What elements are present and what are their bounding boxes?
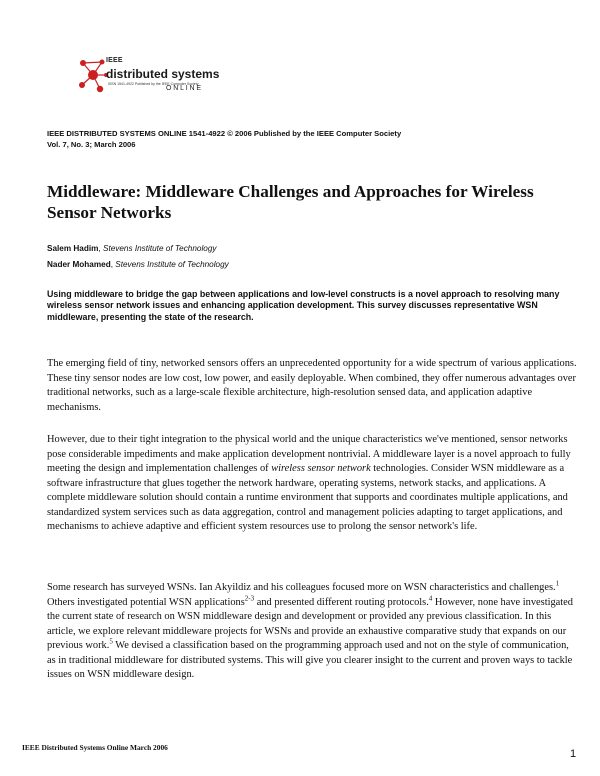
- author-affiliation: Stevens Institute of Technology: [102, 244, 217, 253]
- ieee-dso-logo: [78, 55, 228, 105]
- body-paragraph-3: [47, 581, 577, 683]
- reference-marker[interactable]: 1: [555, 579, 560, 588]
- author-2: Nader Mohamed, Stevens Institute of Technology: [47, 260, 229, 269]
- author-name: Salem Hadim: [47, 244, 99, 253]
- logo-main-text: distributed systems: [106, 67, 220, 81]
- publication-header: IEEE DISTRIBUTED SYSTEMS ONLINE 1541-4922 © 2006 Published by the IEEE Computer Society: [47, 129, 402, 138]
- paragraph-text: However, due to their tight integration to the physical world and the unique characteristics we've mentioned, sensor networks pose considerable impediments and make application development nontrivial. A middleware layer is a novel approach to fully meeting the design and implementation challenges of: [47, 434, 571, 474]
- logo-online-text: ONLINE: [166, 85, 203, 92]
- paragraph-text: Some research has surveyed WSNs. Ian Akyildiz and his colleagues focused more on WSN characteristics and challenges.: [47, 582, 556, 593]
- article-title: Middleware: Middleware Challenges and Approaches for Wireless Sensor Networks: [47, 182, 534, 222]
- reference-marker[interactable]: 4: [428, 594, 433, 603]
- logo-ieee-text: IEEE: [106, 57, 123, 64]
- paragraph-text: Others investigated potential WSN applications: [47, 596, 245, 608]
- author-1: Salem Hadim, Stevens Institute of Technology: [47, 244, 217, 253]
- author-affiliation: Stevens Institute of Technology: [115, 260, 229, 269]
- abstract: Using middleware to bridge the gap between applications and low-level constructs is a novel approach to resolving many wireless sensor network issues and enhancing application development. This survey discusses representative WSN middleware, presenting the state of the research.: [47, 289, 560, 322]
- paragraph-text: and presented different routing protocols.: [254, 596, 429, 608]
- paragraph-text: We devised a classification based on the programming approach used and not on the style of communication, as in traditional middleware for distributed systems. This will give you clearer insight to the current and proven ways to tackle issues on WSN middleware design.: [47, 640, 573, 680]
- paragraph-text: technologies. Consider WSN middleware as a software infrastructure that glues together the network hardware, operating systems, network stacks, and applications. A complete middleware solution should contain a runtime environment that supports and coordinates multiple applications, and standardized system services such as data aggregation, control and management policies adapting to target applications, and mechanisms to achieve adaptive and efficient system resources use to prolong the sensor network's life.: [47, 463, 568, 532]
- body-paragraph-1: The emerging field of tiny, networked sensors offers an unprecedented opportunity for a wide spectrum of various applications. These tiny sensor nodes are low cost, low power, and easily deployable. When combined, they offer numerous advantages over traditional networks, such as a large-scale flexible architecture, high-resolution sensed data, and application adaptive mechanisms.: [47, 358, 577, 413]
- author-name: Nader Mohamed: [47, 260, 111, 269]
- page-number: 1: [570, 748, 577, 760]
- reference-marker[interactable]: 5: [109, 637, 113, 646]
- paragraph-text: However, none have investigated the current state of research on WSN middleware design and development or provided any previous classification. In this article, we explore relevant middleware projects for WSNs and provide an exhaustive comparative study that expands on our previous work.: [47, 596, 573, 651]
- emphasized-term: wireless sensor network: [271, 463, 371, 474]
- network-nodes-icon: [78, 57, 108, 95]
- page-footer: IEEE Distributed Systems Online March 2006: [22, 743, 168, 752]
- body-paragraph-2: [47, 433, 577, 535]
- volume-info: Vol. 7, No. 3; March 2006: [47, 140, 136, 149]
- reference-marker[interactable]: 2-3: [244, 594, 255, 603]
- logo-tagline: ISSN 1541-4922 Published by the IEEE Computer Society: [108, 82, 199, 86]
